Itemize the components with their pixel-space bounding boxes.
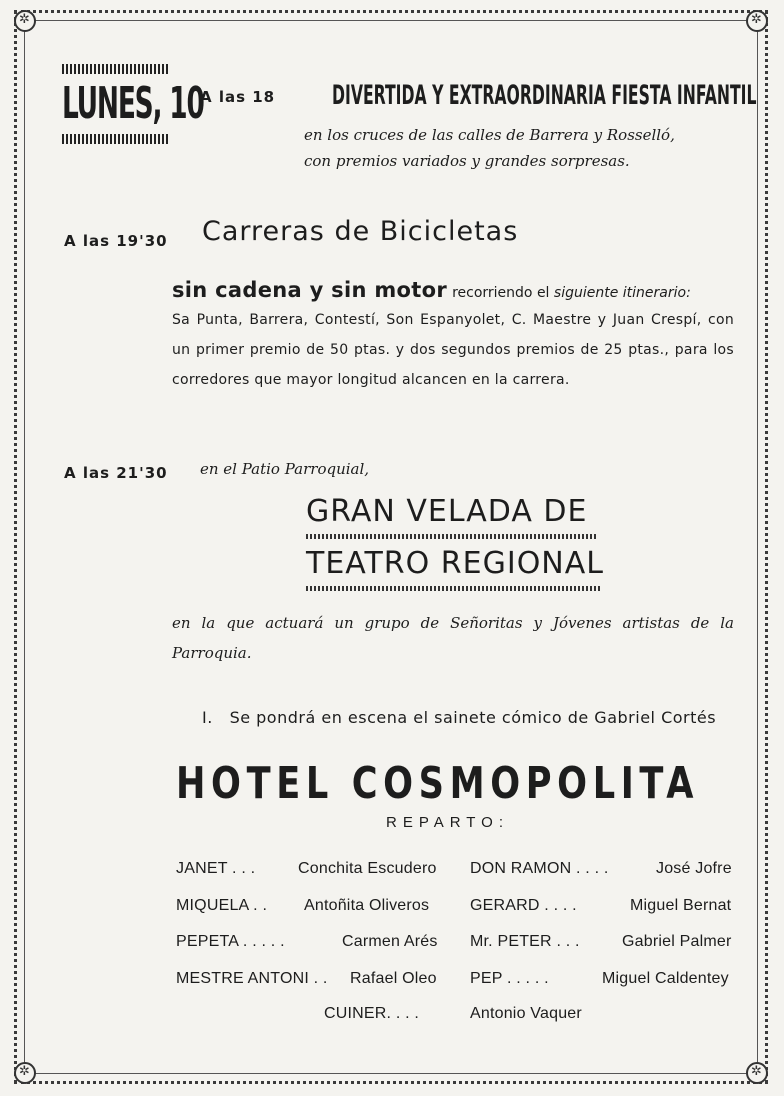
cast-actor: Antonio Vaquer — [470, 1005, 582, 1022]
bicycles-title: Carreras de Bicicletas — [202, 216, 519, 247]
theatre-place — [200, 460, 369, 478]
cast-role: PEP . . . . . — [470, 970, 549, 987]
cast-actor: Conchita Escudero — [298, 860, 437, 877]
theatre-place-pre: en el — [200, 460, 242, 478]
velada-title-line-1: GRAN VELADA DE — [306, 494, 588, 529]
corner-ornament-icon — [746, 1062, 768, 1084]
cast-role: CUINER. . . . — [324, 1005, 420, 1022]
day-bottom-stripe — [62, 134, 170, 144]
cast-actor: Gabriel Palmer — [622, 933, 732, 950]
velada-title-line-2: TEATRO REGIONAL — [306, 546, 604, 581]
cast-actor: José Jofre — [656, 860, 732, 877]
corner-ornament-icon — [14, 1062, 36, 1084]
cast-role: MESTRE ANTONI . . — [176, 970, 328, 987]
bicycles-subtitle-rest-1: recorriendo el — [452, 285, 554, 301]
cast-actor: Miguel Bernat — [630, 897, 732, 914]
day-box — [62, 64, 204, 144]
reparto-heading: REPARTO: — [386, 814, 510, 831]
corner-ornament-icon — [746, 10, 768, 32]
velada-underline-2 — [306, 586, 600, 591]
corner-ornament-icon — [14, 10, 36, 32]
time-18: A las 18 — [200, 88, 276, 106]
bicycles-subtitle: sin cadena y sin motor — [172, 278, 447, 302]
cast-actor: Antoñita Oliveros — [304, 897, 430, 914]
play-title: HOTEL COSMOPOLITA — [176, 758, 700, 809]
fiesta-line-2: con premios variados y grandes sorpresas. — [304, 152, 630, 170]
fiesta-line-1: en los cruces de las calles de Barrera y Rosselló, — [304, 126, 675, 144]
cast-role: DON RAMON . . . . — [470, 860, 609, 877]
cast-role: MIQUELA . . — [176, 897, 268, 914]
cast-actor: Rafael Oleo — [350, 970, 437, 987]
cast-role: GERARD . . . . — [470, 897, 577, 914]
time-1930: A las 19'30 — [64, 232, 168, 250]
cast-actor: Carmen Arés — [342, 933, 438, 950]
day-top-stripe — [62, 64, 170, 74]
cast-role: Mr. PETER . . . — [470, 933, 580, 950]
bicycles-subtitle-rest-2: siguiente itinerario: — [553, 285, 691, 301]
cast-actor: Miguel Caldentey — [602, 970, 729, 987]
bicycles-subtitle-line — [172, 278, 691, 302]
cast-role: JANET . . . — [176, 860, 256, 877]
bicycles-body: Sa Punta, Barrera, Contestí, Son Espanyolet, C. Maestre y Juan Crespí, con un primer premio de 50 ptas. y dos segundos premios de 25 ptas., para los corredores que mayor longitud alcancen en la carrera. — [172, 312, 734, 388]
fiesta-title: DIVERTIDA Y EXTRAORDINARIA FIESTA INFANTIL — [332, 80, 757, 111]
sainete-line: I. Se pondrá en escena el sainete cómico de Gabriel Cortés — [202, 708, 717, 727]
day-label: LUNES, 10 — [62, 78, 204, 129]
theatre-place-name: Patio Parroquial, — [241, 460, 370, 478]
theatre-description: en la que actuará un grupo de Señoritas y Jóvenes artistas de la Parroquia. — [172, 614, 734, 662]
cast-role: PEPETA . . . . . — [176, 933, 285, 950]
velada-underline-1 — [306, 534, 598, 539]
time-2130: A las 21'30 — [64, 464, 168, 482]
